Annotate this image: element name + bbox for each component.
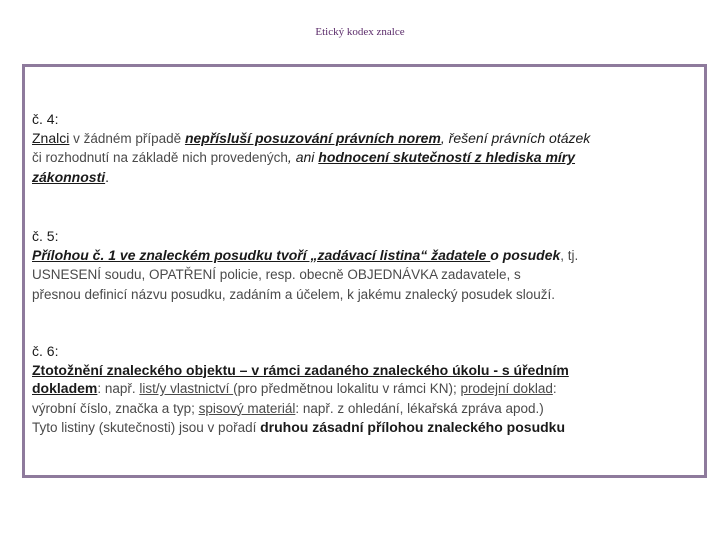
- article-6-text: [32, 361, 702, 438]
- a6-p3: : např.: [97, 381, 140, 396]
- a4-p5: či rozhodnutí na základě nich provedených: [32, 150, 288, 165]
- article-5: [32, 227, 702, 304]
- a5-p2: o posudek: [490, 246, 561, 263]
- a4-p2: v žádném případě: [69, 130, 185, 146]
- content-frame: [22, 64, 707, 478]
- article-6-heading: č. 6:: [32, 343, 59, 359]
- a6-p9: spisový materiál: [198, 400, 296, 416]
- a5-p3: , tj.: [560, 247, 579, 263]
- a6-p11: Tyto listiny (skutečnosti) jsou v pořadí: [32, 420, 261, 435]
- a5-p5: přesnou definicí názvu posudku, zadáním a účelem, k jakému znalecký posudek slouží.: [32, 286, 556, 302]
- a4-p3: nepřísluší posuzování právních norem: [184, 129, 441, 146]
- a6-p4: list/y vlastnictví: [139, 381, 234, 396]
- a5-p4: USNESENÍ soudu, OPATŘENÍ policie, resp. obecně OBJEDNÁVKA zadavatele, s: [32, 267, 521, 282]
- a4-p4: , řešení právních otázek: [440, 129, 591, 146]
- a4-p1: Znalci: [32, 129, 70, 146]
- article-5-heading: č. 5:: [32, 228, 59, 244]
- a6-p12: druhou zásadní přílohou znaleckého posudku: [260, 419, 566, 435]
- a6-p5: (pro předmětnou lokalitu v rámci KN);: [233, 381, 461, 396]
- a6-p10: : např. z ohledání, lékařská zpráva apod.): [295, 400, 544, 416]
- article-6: [32, 342, 702, 438]
- a4-p7: hodnocení skutečností z hlediska míry: [318, 149, 576, 165]
- a6-p7: :: [552, 381, 557, 396]
- a6-p8: výrobní číslo, značka a typ;: [32, 400, 199, 416]
- a5-p1: Přílohou č. 1 ve znaleckém posudku tvoří „zadávací listina“ žadatele: [32, 246, 491, 263]
- slide-title: Etický kodex znalce: [315, 26, 405, 38]
- article-5-text: [32, 246, 702, 305]
- article-4-text: [32, 129, 702, 187]
- article-4: [32, 110, 702, 186]
- a4-p8: zákonnosti: [32, 168, 106, 185]
- a4-p9: .: [105, 168, 110, 185]
- article-4-heading: č. 4:: [32, 111, 59, 127]
- a6-p6: prodejní doklad: [460, 381, 553, 396]
- a4-p6: , ani: [287, 149, 319, 165]
- a6-p2: dokladem: [32, 380, 98, 396]
- a6-p1: Ztotožnění znaleckého objektu – v rámci zadaného znaleckého úkolu - s úředním: [32, 361, 569, 378]
